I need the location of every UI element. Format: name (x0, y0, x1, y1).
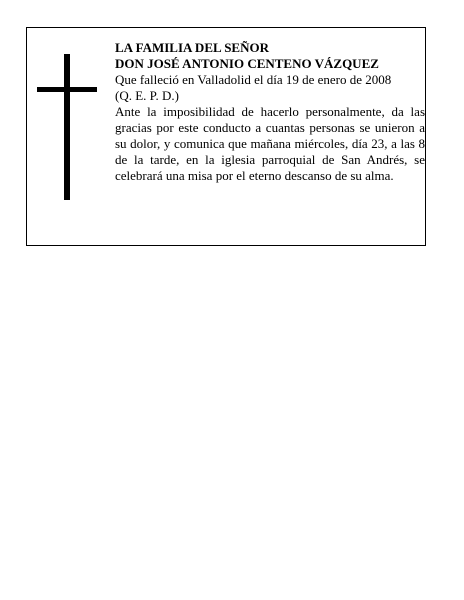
notice-text (115, 40, 425, 184)
obituary-notice (26, 27, 426, 246)
qepd-line: (Q. E. P. D.) (115, 88, 179, 103)
heading-family: LA FAMILIA DEL SEÑOR (115, 40, 269, 55)
heading-deceased-name: DON JOSÉ ANTONIO CENTENO VÁZQUEZ (115, 56, 379, 71)
cross-horizontal-bar (37, 87, 97, 92)
notice-body: Ante la imposibilidad de hacerlo personalmente, da las gracias por este conducto a cuantas personas se unieron a su dolor, y comunica que mañana miércoles, día 23, a las 8 de la tarde, en la iglesia parroquial de San Andrés, se celebrará una misa por el eterno descanso de su alma. (115, 104, 425, 183)
cross-vertical-bar (64, 54, 70, 200)
cross-icon (37, 54, 99, 200)
death-date-line: Que falleció en Valladolid el día 19 de enero de 2008 (115, 72, 392, 87)
